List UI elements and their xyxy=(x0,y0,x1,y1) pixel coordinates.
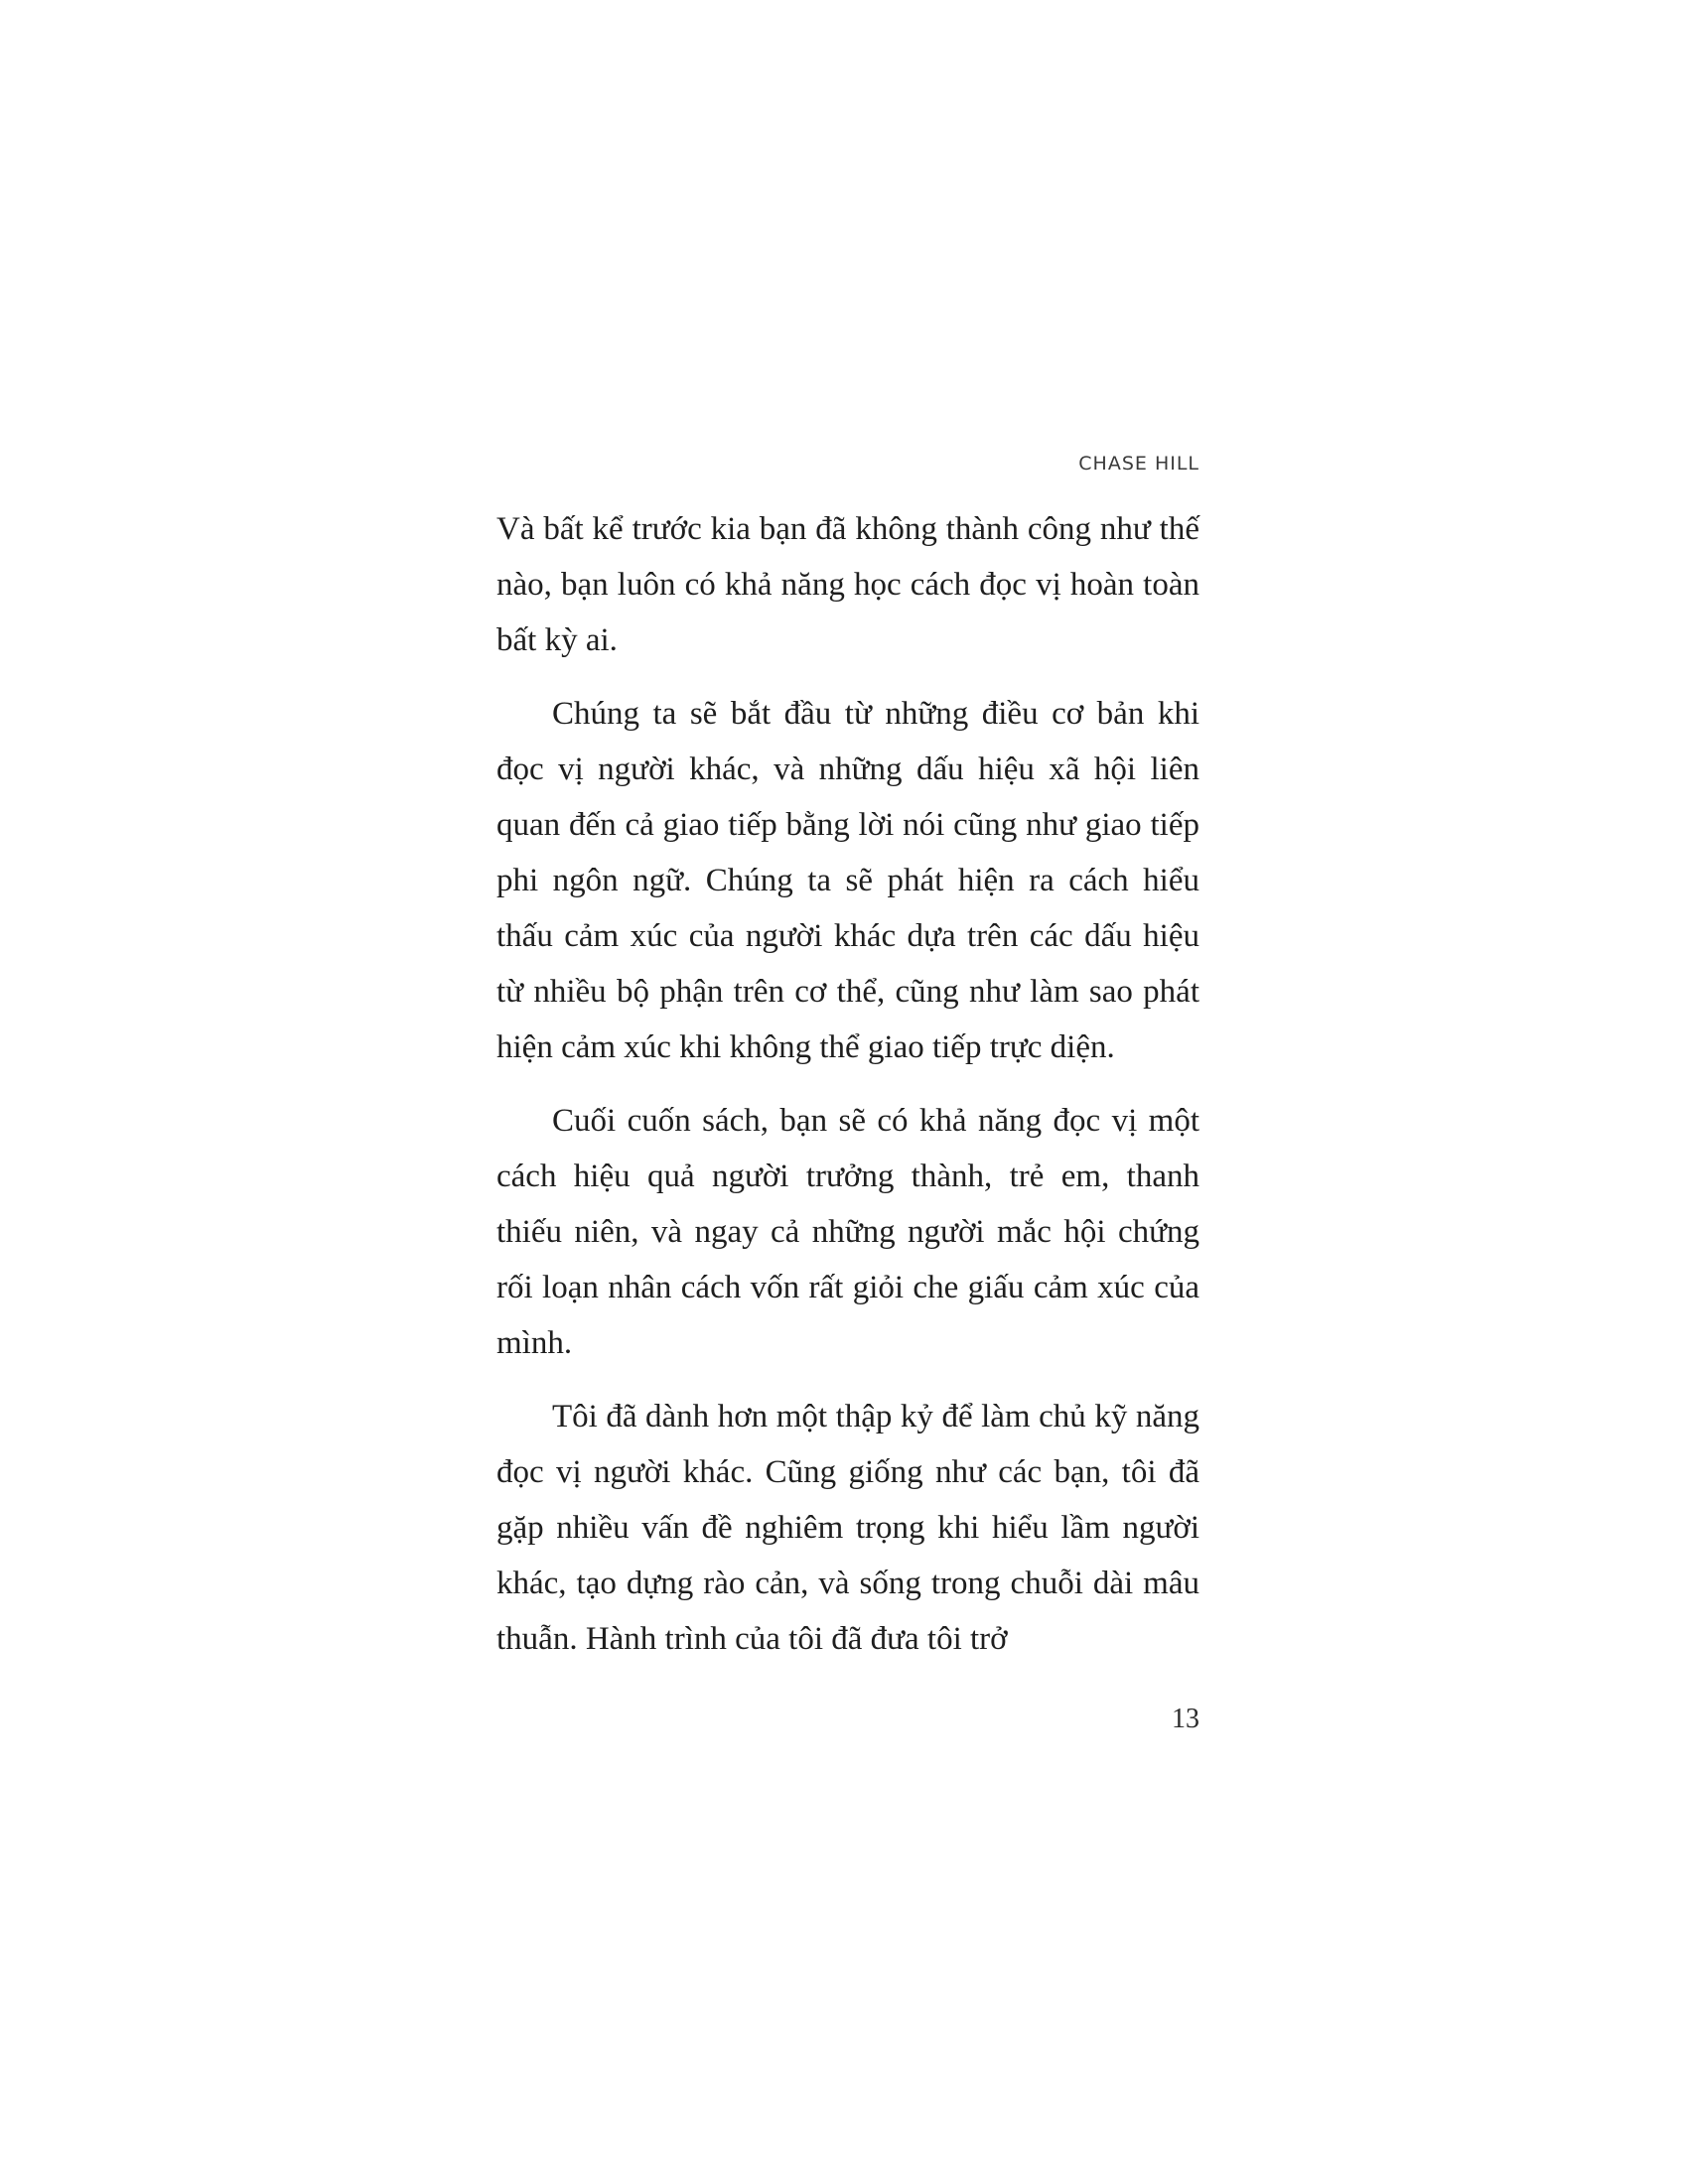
paragraph-3: Cuối cuốn sách, bạn sẽ có khả năng đọc vị một cách hiệu quả người trưởng thành, trẻ em, thanh thiếu niên, và ngay cả những người mắc hội chứng rối loạn nhân cách vốn rất giỏi che giấu cảm xúc của mình. xyxy=(496,1103,1199,1361)
paragraph-2: Chúng ta sẽ bắt đầu từ những điều cơ bản khi đọc vị người khác, và những dấu hiệu xã hội liên quan đến cả giao tiếp bằng lời nói cũng như giao tiếp phi ngôn ngữ. Chúng ta sẽ phát hiện ra cách hiểu thấu cảm xúc của người khác dựa trên các dấu hiệu từ nhiều bộ phận trên cơ thể, cũng như làm sao phát hiện cảm xúc khi không thể giao tiếp trực diện. xyxy=(496,696,1199,1065)
body-text xyxy=(496,501,1199,1667)
page-number: 13 xyxy=(1172,1704,1199,1734)
running-header: CHASE HILL xyxy=(1078,453,1199,475)
paragraph-1: Và bất kể trước kia bạn đã không thành công như thế nào, bạn luôn có khả năng học cách đọc vị hoàn toàn bất kỳ ai. xyxy=(496,511,1199,658)
paragraph-4: Tôi đã dành hơn một thập kỷ để làm chủ kỹ năng đọc vị người khác. Cũng giống như các bạn, tôi đã gặp nhiều vấn đề nghiêm trọng khi hiểu lầm người khác, tạo dựng rào cản, và sống trong chuỗi dài mâu thuẫn. Hành trình của tôi đã đưa tôi trở xyxy=(496,1399,1199,1657)
